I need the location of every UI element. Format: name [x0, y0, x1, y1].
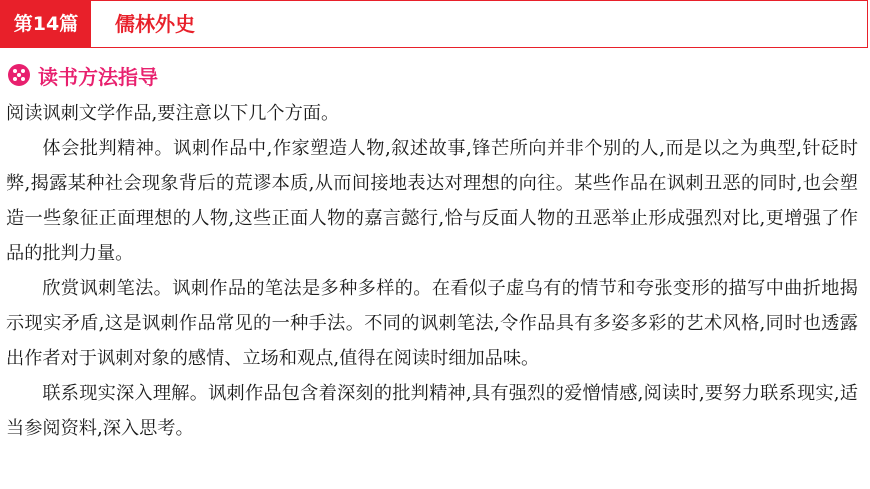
paragraph-critical-spirit: 体会批判精神。讽刺作品中,作家塑造人物,叙述故事,锋芒所向并非个别的人,而是以之为典型,针砭时弊,揭露某种社会现象背后的荒谬本质,从而间接地表达对理想的向往。某些作品在讽刺丑恶的同时,也会塑造一些象征正面理想的人物,这些正面人物的嘉言懿行,恰与反面人物的丑恶举止形成强烈对比,更增强了作品的批判力量。: [6, 138, 858, 264]
dots-icon: [8, 64, 30, 86]
chapter-number: 第14篇: [1, 1, 91, 48]
chapter-title: 儒林外史: [115, 12, 195, 36]
section-heading: [8, 62, 158, 88]
paragraph-satire-technique: 欣赏讽刺笔法。讽刺作品的笔法是多种多样的。在看似子虚乌有的情节和夸张变形的描写中曲折地揭示现实矛盾,这是讽刺作品常见的一种手法。不同的讽刺笔法,令作品具有多姿多彩的艺术风格,同时也透露出作者对于讽刺对象的感情、立场和观点,值得在阅读时细加品味。: [6, 278, 858, 369]
paragraph-connect-reality: 联系现实深入理解。讽刺作品包含着深刻的批判精神,具有强烈的爱憎情感,阅读时,要努力联系现实,适当参阅资料,深入思考。: [6, 383, 858, 439]
section-title: 读书方法指导: [38, 64, 158, 89]
chapter-header: [0, 0, 868, 48]
intro-paragraph: 阅读讽刺文学作品,要注意以下几个方面。: [6, 103, 340, 124]
article-body: [6, 96, 858, 446]
